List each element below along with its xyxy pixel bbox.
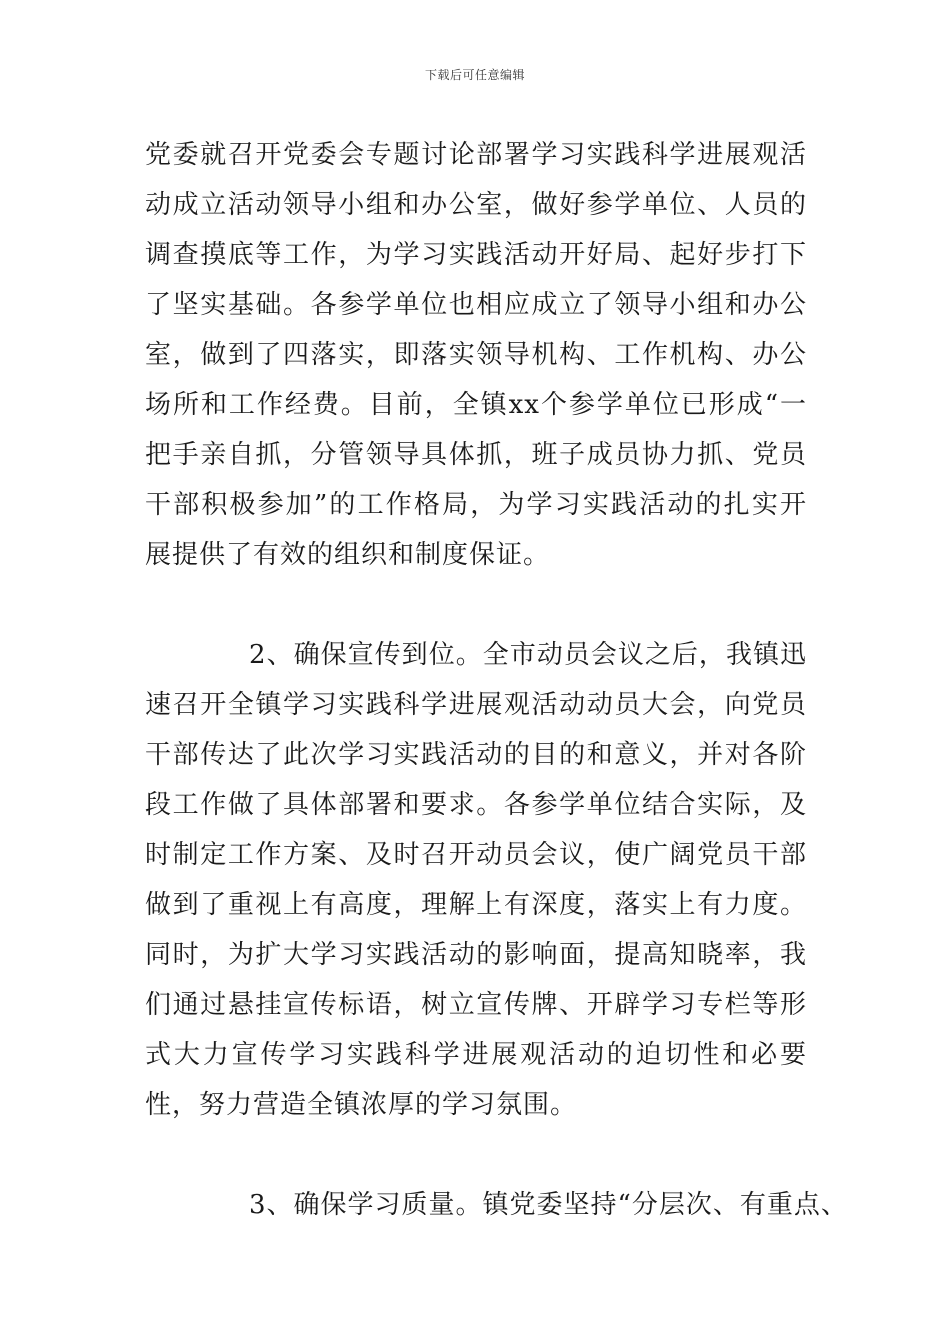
paragraph-spacer bbox=[145, 580, 807, 630]
paragraph-spacer bbox=[145, 1130, 807, 1180]
paragraph-3: 3、确保学习质量。镇党委坚持“分层次、有重点、 bbox=[249, 1190, 848, 1220]
document-body bbox=[145, 130, 848, 1230]
paragraph-2: 2、确保宣传到位。全市动员会议之后，我镇迅速召开全镇学习实践科学进展观活动动员大会，向党员干部传达了此次学习实践活动的目的和意义，并对各阶段工作做了具体部署和要求。各参学单位结合实际，及时制定工作方案、及时召开动员会议，使广阔党员干部做到了重视上有高度，理解上有深度，落实上有力度。同时，为扩大学习实践活动的影响面，提高知晓率，我们通过悬挂宣传标语，树立宣传牌、开辟学习专栏等形式大力宣传学习实践科学进展观活动的迫切性和必要性，努力营造全镇浓厚的学习氛围。 bbox=[145, 640, 807, 1120]
header-note: 下载后可任意编辑 bbox=[424, 68, 525, 82]
paragraph-1: 党委就召开党委会专题讨论部署学习实践科学进展观活动成立活动领导小组和办公室，做好参学单位、人员的调查摸底等工作，为学习实践活动开好局、起好步打下了坚实基础。各参学单位也相应成立了领导小组和办公室，做到了四落实，即落实领导机构、工作机构、办公场所和工作经费。目前，全镇xx个参学单位已形成“一把手亲自抓，分管领导具体抓，班子成员协力抓、党员干部积极参加”的工作格局，为学习实践活动的扎实开展提供了有效的组织和制度保证。 bbox=[145, 140, 807, 570]
